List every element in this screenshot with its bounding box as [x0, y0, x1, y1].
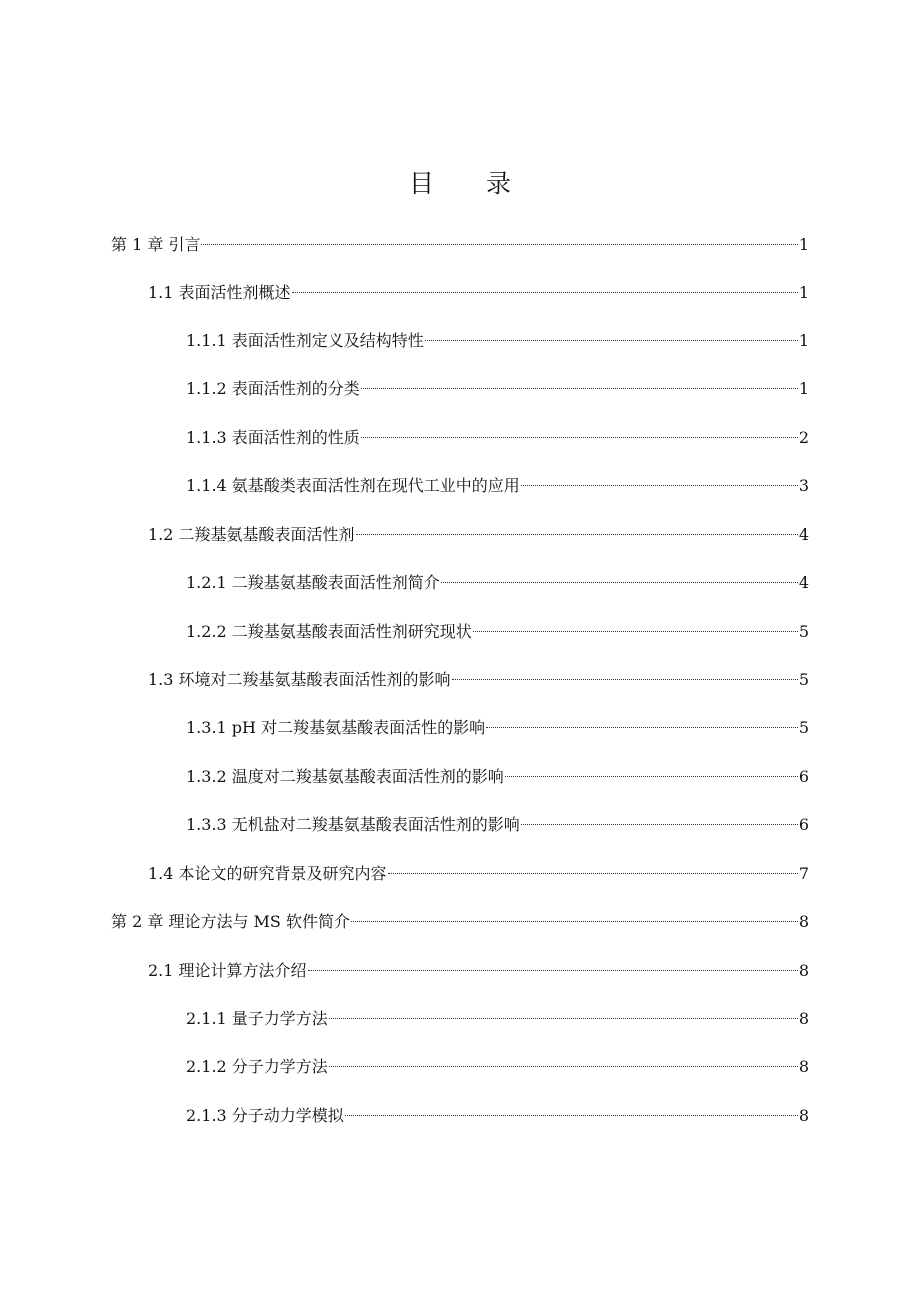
- toc-entry-chapter-2[interactable]: [111, 905, 809, 931]
- toc-entry-page: 6: [798, 767, 809, 786]
- toc-entry-2-1[interactable]: [148, 954, 809, 980]
- toc-entry-text: 1.1 表面活性剂概述: [148, 283, 291, 302]
- toc-entry-text: 1.2.1 二羧基氨基酸表面活性剂简介: [186, 573, 440, 592]
- toc-entry-page: 4: [798, 525, 809, 544]
- toc-entry-page: 8: [798, 1009, 809, 1028]
- toc-entry-text: 2.1.3 分子动力学模拟: [186, 1106, 344, 1125]
- toc-entry-page: 8: [798, 961, 809, 980]
- toc-entry-1-1-2[interactable]: [186, 372, 809, 398]
- toc-entry-1-3-1[interactable]: [186, 711, 809, 737]
- toc-entry-page: 5: [798, 670, 809, 689]
- toc-entry-text: 1.1.4 氨基酸类表面活性剂在现代工业中的应用: [186, 476, 520, 495]
- dot-leader: [345, 1099, 798, 1121]
- toc-entry-text: 1.3.3 无机盐对二羧基氨基酸表面活性剂的影响: [186, 815, 520, 834]
- dot-leader: [388, 857, 798, 879]
- toc-entry-text: 1.4 本论文的研究背景及研究内容: [148, 864, 387, 883]
- toc-entry-text: 1.2.2 二羧基氨基酸表面活性剂研究现状: [186, 622, 472, 641]
- dot-leader: [486, 711, 798, 733]
- toc-entry-page: 2: [798, 428, 809, 447]
- dot-leader: [361, 372, 798, 394]
- toc-entry-1-3[interactable]: [148, 663, 809, 689]
- dot-leader: [505, 760, 798, 782]
- dot-leader: [521, 808, 798, 830]
- toc-entry-text: 1.1.3 表面活性剂的性质: [186, 428, 360, 447]
- toc-entry-1-1-3[interactable]: [186, 421, 809, 447]
- toc-entry-page: 4: [798, 573, 809, 592]
- toc-entry-1-1-1[interactable]: [186, 324, 809, 350]
- toc-entry-1-3-3[interactable]: [186, 808, 809, 834]
- dot-leader: [356, 518, 798, 540]
- toc-entry-2-1-2[interactable]: [186, 1050, 809, 1076]
- toc-entry-text: 第 2 章 理论方法与 MS 软件简介: [111, 912, 350, 931]
- toc-entry-page: 8: [798, 1057, 809, 1076]
- toc-entry-page: 1: [798, 283, 809, 302]
- toc-entry-page: 5: [798, 622, 809, 641]
- toc-entry-2-1-1[interactable]: [186, 1002, 809, 1028]
- toc-title: 目 录: [409, 169, 533, 198]
- dot-leader: [361, 421, 798, 443]
- dot-leader: [452, 663, 798, 685]
- toc-entry-page: 7: [798, 864, 809, 883]
- dot-leader: [521, 469, 798, 491]
- toc-entry-1-2-2[interactable]: [186, 615, 809, 641]
- dot-leader: [425, 324, 798, 346]
- toc-entry-text: 1.2 二羧基氨基酸表面活性剂: [148, 525, 355, 544]
- toc-entry-1-3-2[interactable]: [186, 760, 809, 786]
- toc-entry-text: 1.3.2 温度对二羧基氨基酸表面活性剂的影响: [186, 767, 504, 786]
- dot-leader: [441, 566, 798, 588]
- toc-entry-text: 1.1.2 表面活性剂的分类: [186, 379, 360, 398]
- toc-entry-page: 8: [798, 912, 809, 931]
- toc-entry-text: 第 1 章 引言: [111, 235, 201, 254]
- toc-entry-text: 2.1 理论计算方法介绍: [148, 961, 307, 980]
- toc-entry-2-1-3[interactable]: [186, 1099, 809, 1125]
- dot-leader: [292, 276, 798, 298]
- toc-entry-1-1[interactable]: [148, 276, 809, 302]
- toc-entry-text: 2.1.2 分子力学方法: [186, 1057, 328, 1076]
- toc-entry-page: 6: [798, 815, 809, 834]
- dot-leader: [329, 1002, 798, 1024]
- dot-leader: [308, 954, 798, 976]
- toc-entry-page: 5: [798, 718, 809, 737]
- toc-entry-text: 1.3.1 pH 对二羧基氨基酸表面活性的影响: [186, 718, 486, 737]
- dot-leader: [329, 1050, 798, 1072]
- toc-entry-1-4[interactable]: [148, 857, 809, 883]
- toc-entry-text: 2.1.1 量子力学方法: [186, 1009, 328, 1028]
- toc-entry-1-2[interactable]: [148, 518, 809, 544]
- toc-entry-1-2-1[interactable]: [186, 566, 809, 592]
- toc-entry-page: 8: [798, 1106, 809, 1125]
- toc-entry-page: 1: [798, 331, 809, 350]
- dot-leader: [201, 228, 797, 250]
- toc-entry-text: 1.3 环境对二羧基氨基酸表面活性剂的影响: [148, 670, 451, 689]
- dot-leader: [473, 615, 798, 637]
- toc-entry-page: 1: [798, 379, 809, 398]
- toc-entry-chapter-1[interactable]: [111, 228, 809, 254]
- toc-entry-text: 1.1.1 表面活性剂定义及结构特性: [186, 331, 424, 350]
- toc-entry-page: 1: [798, 235, 809, 254]
- toc-entry-page: 3: [798, 476, 809, 495]
- toc-entry-1-1-4[interactable]: [186, 469, 809, 495]
- dot-leader: [351, 905, 798, 927]
